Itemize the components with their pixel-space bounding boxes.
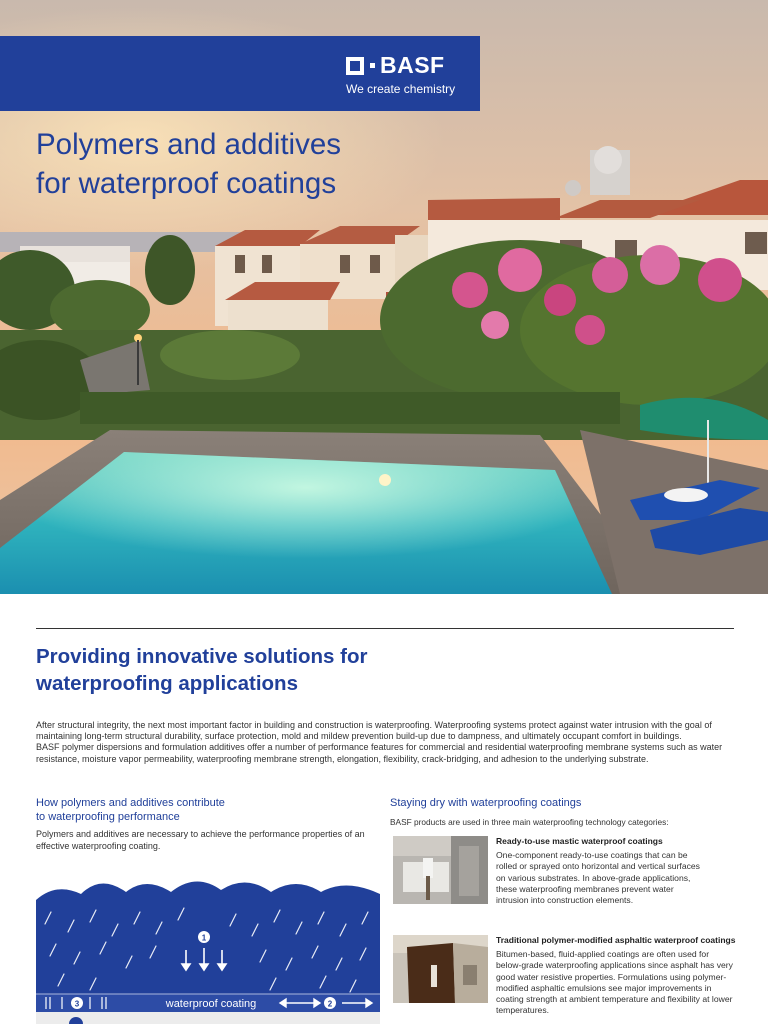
left-heading-line2: to waterproofing performance [36,810,180,823]
asphaltic-coating-photo [393,935,488,1003]
diagram-marker-2: 2 [327,999,333,1009]
category-2-title: Traditional polymer-modified asphaltic waterproof coatings [496,935,736,945]
intro-paragraph-2: BASF polymer dispersions and formulation additives offer a number of performance features for commercial and residential waterproofing membrane systems such as water resistance, moisture vapor permeability, waterproofing membrane strength, elongation, flexibility, crack-bridging, and adhesion to the underlying substrate. [36,742,723,764]
right-column-text: BASF products are used in three main waterproofing technology categories: [390,817,669,827]
category-1-text: One-component ready-to-use coatings that can be rolled or sprayed onto horizontal and vertical surfaces on various substrates. In above-grade applications, these waterproofing membranes prevent water intrusion into construction elements. [496,850,700,906]
logo-text: BASF [380,52,445,78]
left-column-heading [36,797,316,824]
category-1-title: Ready-to-use mastic waterproof coatings [496,836,663,846]
category-asphaltic [393,935,738,1024]
intro-text [36,720,732,765]
logo-dot-icon [370,63,375,68]
brand-banner [0,36,480,111]
category-2-text: Bitumen-based, fluid-applied coatings are often used for below-grade waterproofing applications since asphalt has very good water resistive properties. Formulations using polymer-modified asphaltic emulsions see major improvements in coating strength at ambient temperature and flexibility at lower temperatures. [496,949,733,1016]
section-title [36,643,596,697]
rain-diagram-svg [36,862,380,1024]
left-heading-line1: How polymers and additives contribute [36,797,225,809]
hero-title [36,125,476,203]
brand-tagline: We create chemistry [346,82,456,96]
category-mastic [393,836,738,926]
diagram-marker-3: 3 [74,999,80,1009]
hero-title-line1: Polymers and additives [36,128,341,161]
section-title-line1: Providing innovative solutions for [36,645,368,668]
diagram-coating-label: waterproof coating [165,998,257,1010]
section-title-line2: waterproofing applications [36,672,298,695]
diagram-marker-1: 1 [201,933,207,943]
intro-paragraph-1: After structural integrity, the next most important factor in building and construction is waterproofing. Waterproofing systems protect against water intrusion with the goal of maintaining long-term structural durability, surface protection, mold and mildew prevention build-up due to dampness, and ultimately occupant comfort in buildings. [36,720,712,742]
waterproofing-diagram [36,862,380,1024]
section-divider [36,628,734,629]
right-column-heading: Staying dry with waterproofing coatings [390,797,582,809]
basf-logo [346,52,445,79]
hero-title-line2: for waterproof coatings [36,167,337,200]
left-column-text: Polymers and additives are necessary to achieve the performance properties of an effective waterproofing coating. [36,829,365,851]
mastic-coating-photo [393,836,488,904]
logo-square-icon [346,57,364,75]
